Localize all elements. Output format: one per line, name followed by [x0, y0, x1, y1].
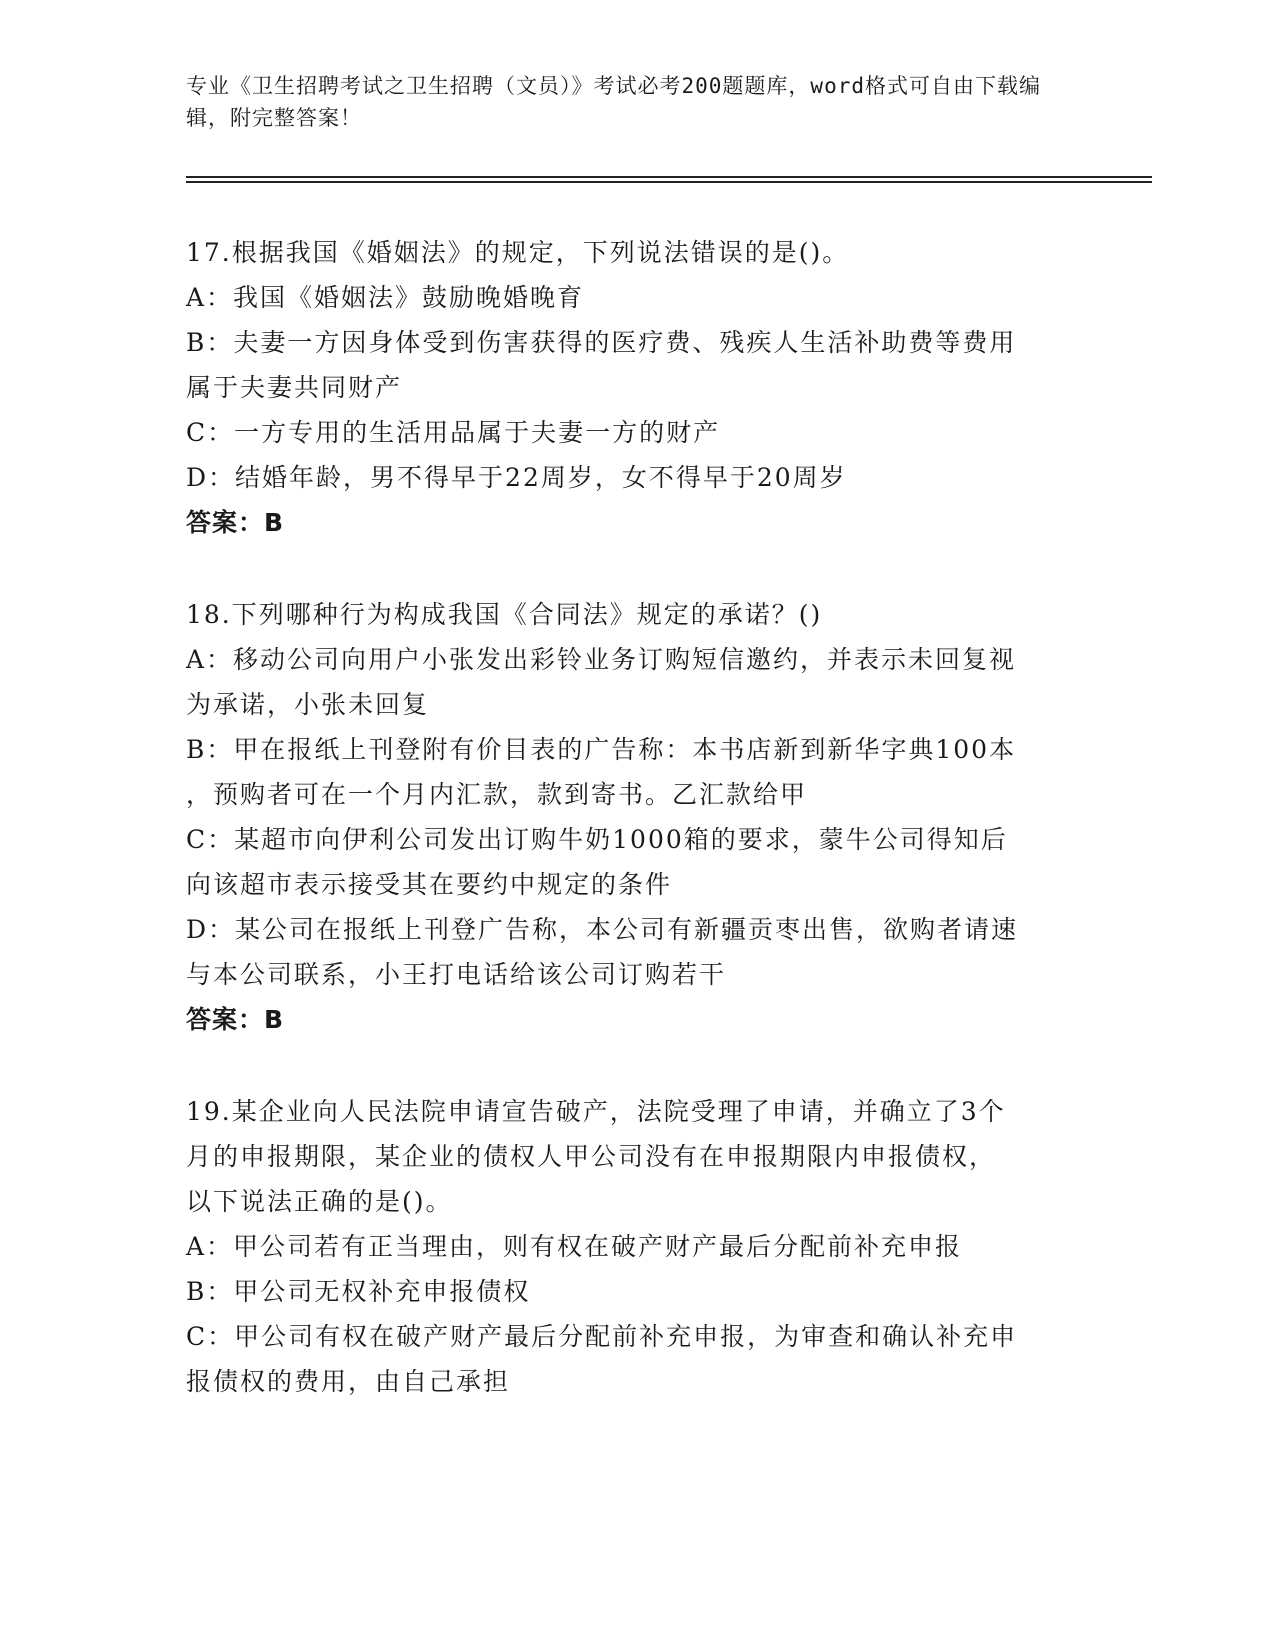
question-19	[186, 1089, 1086, 1404]
question-stem: 17.根据我国《婚姻法》的规定，下列说法错误的是()。	[186, 238, 850, 267]
document-header: 专业《卫生招聘考试之卫生招聘（文员）》考试必考200题题库，word格式可自由下载编辑，附完整答案！	[186, 74, 1041, 130]
question-list	[186, 230, 1086, 1451]
option-b-cont: 属于夫妻共同财产	[186, 373, 403, 402]
option-a-cont: 为承诺，小张未回复	[186, 690, 430, 719]
option-b-cont: ，预购者可在一个月内汇款，款到寄书。乙汇款给甲	[186, 780, 808, 809]
question-17	[186, 230, 1086, 545]
option-c-cont: 向该超市表示接受其在要约中规定的条件	[186, 870, 673, 899]
option-b: B：夫妻一方因身体受到伤害获得的医疗费、残疾人生活补助费等费用	[186, 328, 1017, 357]
header-rule-top	[186, 176, 1152, 178]
question-18	[186, 592, 1086, 1042]
answer: 答案：B	[186, 508, 285, 537]
question-stem-cont: 以下说法正确的是()。	[186, 1187, 453, 1216]
option-b: B：甲公司无权补充申报债权	[186, 1277, 531, 1306]
option-c: C：甲公司有权在破产财产最后分配前补充申报，为审查和确认补充申	[186, 1322, 1018, 1351]
question-stem-cont: 月的申报期限，某企业的债权人甲公司没有在申报期限内申报债权，	[186, 1142, 997, 1171]
option-d: D：结婚年龄，男不得早于22周岁，女不得早于20周岁	[186, 463, 847, 492]
option-d: D：某公司在报纸上刊登广告称，本公司有新疆贡枣出售，欲购者请速	[186, 915, 1019, 944]
answer: 答案：B	[186, 1005, 285, 1034]
option-a: A：我国《婚姻法》鼓励晚婚晚育	[186, 283, 585, 312]
question-stem: 18.下列哪种行为构成我国《合同法》规定的承诺？()	[186, 600, 823, 629]
option-a: A：移动公司向用户小张发出彩铃业务订购短信邀约，并表示未回复视	[186, 645, 1017, 674]
option-c: C：一方专用的生活用品属于夫妻一方的财产	[186, 418, 721, 447]
header-rule-bottom	[186, 181, 1152, 183]
option-b: B：甲在报纸上刊登附有价目表的广告称：本书店新到新华字典100本	[186, 735, 1017, 764]
question-stem: 19.某企业向人民法院申请宣告破产，法院受理了申请，并确立了3个	[186, 1097, 1006, 1126]
option-c-cont: 报债权的费用，由自己承担	[186, 1367, 511, 1396]
option-c: C：某超市向伊利公司发出订购牛奶1000箱的要求，蒙牛公司得知后	[186, 825, 1008, 854]
option-d-cont: 与本公司联系，小王打电话给该公司订购若干	[186, 960, 727, 989]
option-a: A：甲公司若有正当理由，则有权在破产财产最后分配前补充申报	[186, 1232, 963, 1261]
